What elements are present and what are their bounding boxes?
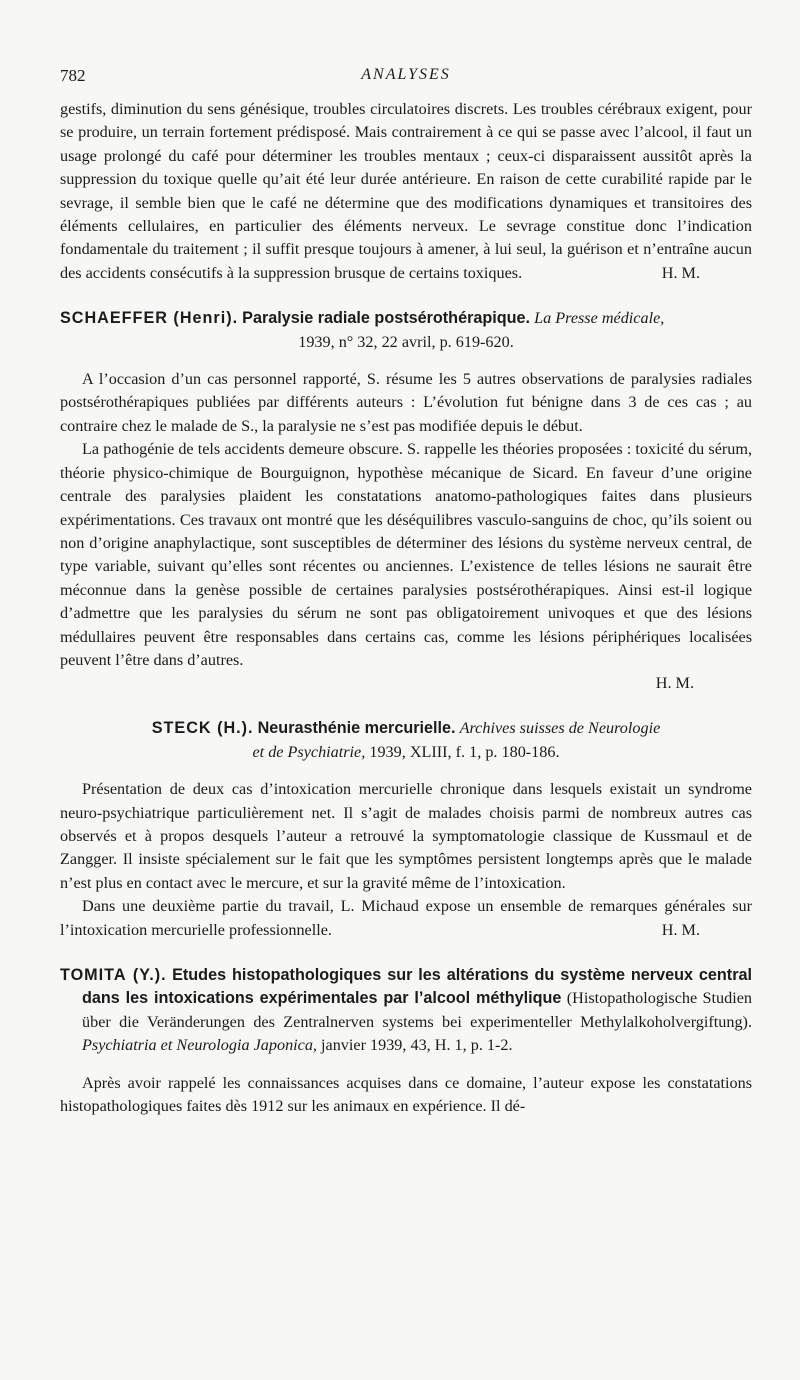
entry-signature: H. M. <box>655 674 694 693</box>
entry-author: TOMITA (Y.). <box>60 966 167 984</box>
entry-citation: janvier 1939, 43, H. 1, p. 1-2. <box>321 1036 513 1055</box>
entry-journal-cont: et de Psychiatrie, <box>252 742 366 761</box>
entry-paragraph: A l’occasion d’un cas personnel rapporté, S. résume les 5 autres observations de paralysies radiales postsérothérapiques publiées par différents auteurs : L’évolution fut bénigne dans 3 de ces cas ; au contraire chez le malade de S., la paralysie ne s’est pas modifiée depuis le début. <box>60 370 752 435</box>
entry-author: SCHAEFFER (Henri). <box>60 309 239 328</box>
entry-heading <box>60 964 752 1058</box>
entry-citation: 1939, XLIII, f. 1, p. 180-186. <box>369 742 560 761</box>
previous-review-signature: H. M. <box>661 263 700 282</box>
entry-signature: H. M. <box>661 920 700 939</box>
review-entry-schaeffer <box>60 307 752 695</box>
entry-title: Etudes histopathologiques sur les altérations du système nerveux central dans les intoxications expérimentales par l’alcool méthylique <box>82 966 752 1008</box>
entry-heading <box>60 717 752 740</box>
entry-citation-line <box>60 741 752 764</box>
entry-author: STECK (H.). <box>151 719 254 738</box>
entry-title: Neurasthénie mercurielle. <box>257 719 456 738</box>
entry-subtitle: (Histopathologische Studien über die Veränderungen des Zentralnerven systems bei experimenteller Methylalkoholvergiftung). <box>82 989 753 1031</box>
previous-review-body: gestifs, diminution du sens génésique, troubles circulatoires discrets. Les troubles cérébraux exigent, pour se produire, un terrain fortement prédisposé. Mais contrairement à ce qui se passe avec l’alcool, il faut un usage prolongé du café pour déterminer les troubles mentaux ; ceux-ci disparaissent aussitôt après la suppression du toxique quelle qu’ait été leur durée antérieure. En raison de cette curabilité rapide par le sevrage, il semble bien que le café ne détermine que des modifications dynamiques et transitoires des éléments cellulaires, en particulier des éléments nerveux. Le sevrage constitue donc l’indication fondamentale du traitement ; il suffit presque toujours à amener, à lui seul, la guérison et n’entraîne aucun des accidents consécutifs à la suppression brusque de certains toxiques. <box>60 100 752 282</box>
entry-paragraph: Présentation de deux cas d’intoxication mercurielle chronique dans lesquels existait un syndrome neuro-psychiatrique particulièrement net. Il s’agit de malades choisis parmi de nombreux autres cas observés et à propos desquels l’auteur a retrouvé la symptomatologie classique de Kussmaul et de Zangger. Il insiste spécialement sur le fait que les symptômes persistent longtemps après que le malade n’est plus en contact avec le mercure, et sur la gravité même de l’intoxication. <box>60 780 752 892</box>
review-entry-steck <box>60 717 752 942</box>
review-entry-tomita <box>60 964 752 1118</box>
entry-paragraph: Dans une deuxième partie du travail, L. Michaud expose un ensemble de remarques générales sur l’intoxication mercurielle professionnelle. <box>60 897 752 939</box>
entry-journal: Psychiatria et Neurologia Japonica, <box>82 1036 317 1055</box>
entry-paragraph: Après avoir rappelé les connaissances acquises dans ce domaine, l’auteur expose les constatations histopathologiques faites dès 1912 sur les animaux en expérience. Il dé- <box>60 1073 752 1116</box>
page-number: 782 <box>60 66 86 85</box>
page-body <box>60 98 752 1118</box>
entry-paragraph-with-signature <box>60 895 752 942</box>
page-header <box>60 66 752 90</box>
entry-heading <box>60 307 752 330</box>
previous-review-text <box>60 98 752 285</box>
entry-paragraph: La pathogénie de tels accidents demeure obscure. S. rappelle les théories proposées : toxicité du sérum, théorie physico-chimique de Bourguignon, hypothèse mécanique de Sicard. En faveur d’une origine centrale des paralysies plaident les constatations anatomo-pathologiques faites dans plusieurs expérimentations. Ces travaux ont montré que les déséquilibres vasculo-sanguins de choc, qu’ils soient ou non d’origine anaphylactique, sont susceptibles de déterminer des lésions du système nerveux central, de type variable, suivant qu’elles sont récentes ou anciennes. L’existence de telles lésions ne saurait être méconnue dans la genèse possible de certaines paralysies postsérothérapiques. Ainsi est-il logique d’admettre que les paralysies du sérum ne sont pas obligatoirement univoques et que des lésions médullaires peuvent être responsables dans certains cas, comme les lésions périphériques localisées peuvent l’être dans d’autres. <box>60 440 752 669</box>
entry-citation: 1939, n° 32, 22 avril, p. 619-620. <box>298 332 514 351</box>
entry-journal: La Presse médicale, <box>534 309 665 328</box>
running-title: ANALYSES <box>361 66 451 83</box>
entry-journal: Archives suisses de Neurologie <box>459 719 661 738</box>
entry-title: Paralysie radiale postsérothérapique. <box>242 309 531 328</box>
